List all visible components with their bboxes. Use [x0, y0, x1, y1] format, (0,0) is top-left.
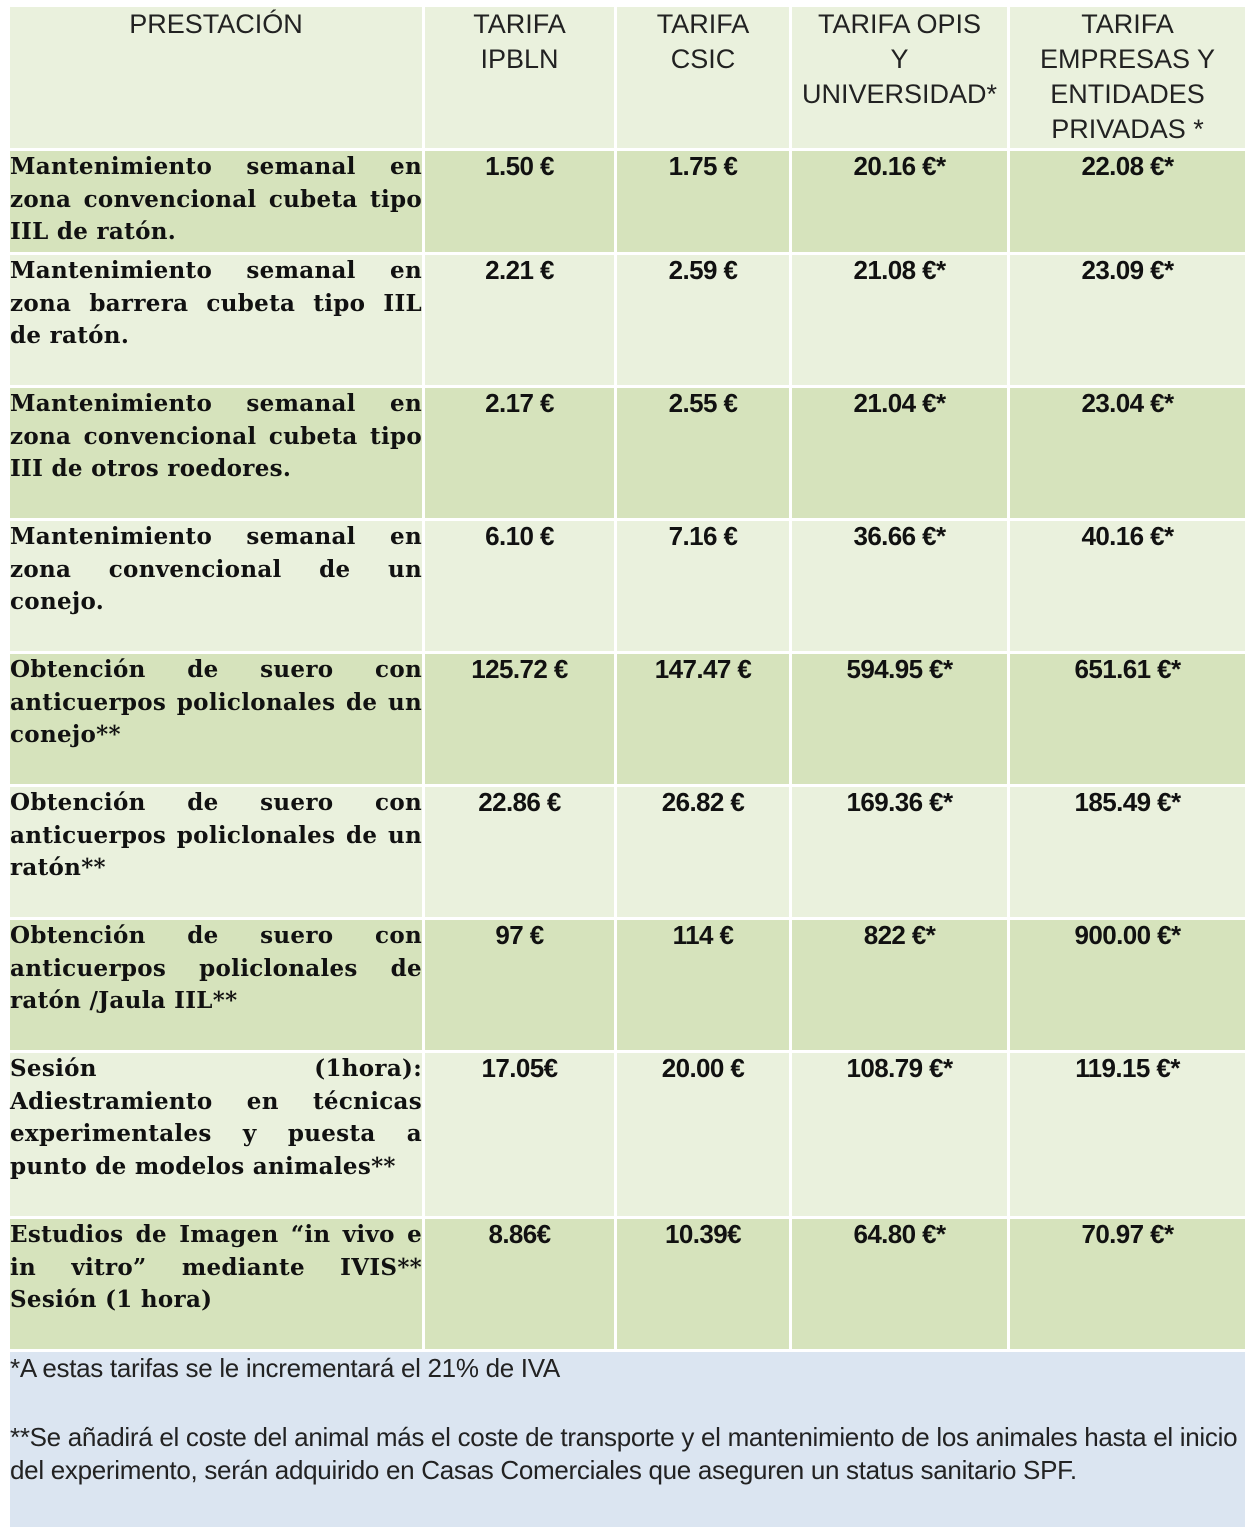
- header-tarifa-empresas: TARIFA EMPRESAS Y ENTIDADES PRIVADAS *: [1009, 6, 1247, 150]
- price-empresas: 900.00 €*: [1009, 919, 1247, 1052]
- price-opis: 594.95 €*: [791, 653, 1009, 786]
- price-ipbln: 6.10 €: [424, 520, 616, 653]
- price-empresas: 70.97 €*: [1009, 1218, 1247, 1351]
- service-description: Mantenimiento semanal en zona convencional cubeta tipo IIL de ratón.: [9, 150, 424, 254]
- price-csic: 26.82 €: [616, 786, 791, 919]
- price-empresas: 23.04 €*: [1009, 387, 1247, 520]
- price-opis: 822 €*: [791, 919, 1009, 1052]
- table-row: [9, 254, 1247, 387]
- header-tarifa-ipbln: TARIFA IPBLN: [424, 6, 616, 150]
- table-row: [9, 786, 1247, 919]
- price-empresas: 22.08 €*: [1009, 150, 1247, 254]
- price-ipbln: 17.05€: [424, 1052, 616, 1218]
- service-description: Obtención de suero con anticuerpos policlonales de un ratón**: [9, 786, 424, 919]
- price-ipbln: 22.86 €: [424, 786, 616, 919]
- price-ipbln: 2.21 €: [424, 254, 616, 387]
- price-csic: 2.55 €: [616, 387, 791, 520]
- price-csic: 147.47 €: [616, 653, 791, 786]
- table-row: [9, 520, 1247, 653]
- price-empresas: 119.15 €*: [1009, 1052, 1247, 1218]
- service-description: Mantenimiento semanal en zona barrera cubeta tipo IIL de ratón.: [9, 254, 424, 387]
- price-ipbln: 125.72 €: [424, 653, 616, 786]
- price-csic: 114 €: [616, 919, 791, 1052]
- price-ipbln: 97 €: [424, 919, 616, 1052]
- footnotes: [9, 1351, 1247, 1529]
- table-row: [9, 387, 1247, 520]
- table-row: [9, 150, 1247, 254]
- price-csic: 7.16 €: [616, 520, 791, 653]
- price-empresas: 23.09 €*: [1009, 254, 1247, 387]
- service-description: Sesión (1hora): Adiestramiento en técnicas experimentales y puesta a punto de modelos animales**: [9, 1052, 424, 1218]
- price-csic: 1.75 €: [616, 150, 791, 254]
- table-row: [9, 653, 1247, 786]
- footnote-animal-cost: **Se añadirá el coste del animal más el coste de transporte y el mantenimiento de los animales hasta el inicio del experimento, serán adquirido en Casas Comerciales que aseguren un status sanitario SPF.: [10, 1422, 1238, 1485]
- price-ipbln: 8.86€: [424, 1218, 616, 1351]
- price-empresas: 40.16 €*: [1009, 520, 1247, 653]
- header-tarifa-opis-universidad: TARIFA OPIS Y UNIVERSIDAD*: [791, 6, 1009, 150]
- price-ipbln: 1.50 €: [424, 150, 616, 254]
- service-description: Obtención de suero con anticuerpos policlonales de un conejo**: [9, 653, 424, 786]
- service-description: Mantenimiento semanal en zona convencional cubeta tipo III de otros roedores.: [9, 387, 424, 520]
- header-tarifa-csic: TARIFA CSIC: [616, 6, 791, 150]
- price-opis: 108.79 €*: [791, 1052, 1009, 1218]
- price-opis: 20.16 €*: [791, 150, 1009, 254]
- price-empresas: 185.49 €*: [1009, 786, 1247, 919]
- price-empresas: 651.61 €*: [1009, 653, 1247, 786]
- notes-row: [9, 1351, 1247, 1529]
- price-opis: 21.08 €*: [791, 254, 1009, 387]
- service-description: Estudios de Imagen “in vivo e in vitro” mediante IVIS** Sesión (1 hora): [9, 1218, 424, 1351]
- header-row: [9, 6, 1247, 150]
- table-row: [9, 919, 1247, 1052]
- header-prestacion: PRESTACIÓN: [9, 6, 424, 150]
- service-description: Mantenimiento semanal en zona convencional de un conejo.: [9, 520, 424, 653]
- tariff-table: [7, 4, 1248, 1530]
- price-csic: 10.39€: [616, 1218, 791, 1351]
- price-opis: 36.66 €*: [791, 520, 1009, 653]
- footnote-iva: *A estas tarifas se le incrementará el 21% de IVA: [10, 1353, 560, 1383]
- table-row: [9, 1052, 1247, 1218]
- service-description: Obtención de suero con anticuerpos policlonales de ratón /Jaula IIL**: [9, 919, 424, 1052]
- price-opis: 169.36 €*: [791, 786, 1009, 919]
- price-opis: 21.04 €*: [791, 387, 1009, 520]
- price-csic: 20.00 €: [616, 1052, 791, 1218]
- table-row: [9, 1218, 1247, 1351]
- price-csic: 2.59 €: [616, 254, 791, 387]
- price-opis: 64.80 €*: [791, 1218, 1009, 1351]
- price-ipbln: 2.17 €: [424, 387, 616, 520]
